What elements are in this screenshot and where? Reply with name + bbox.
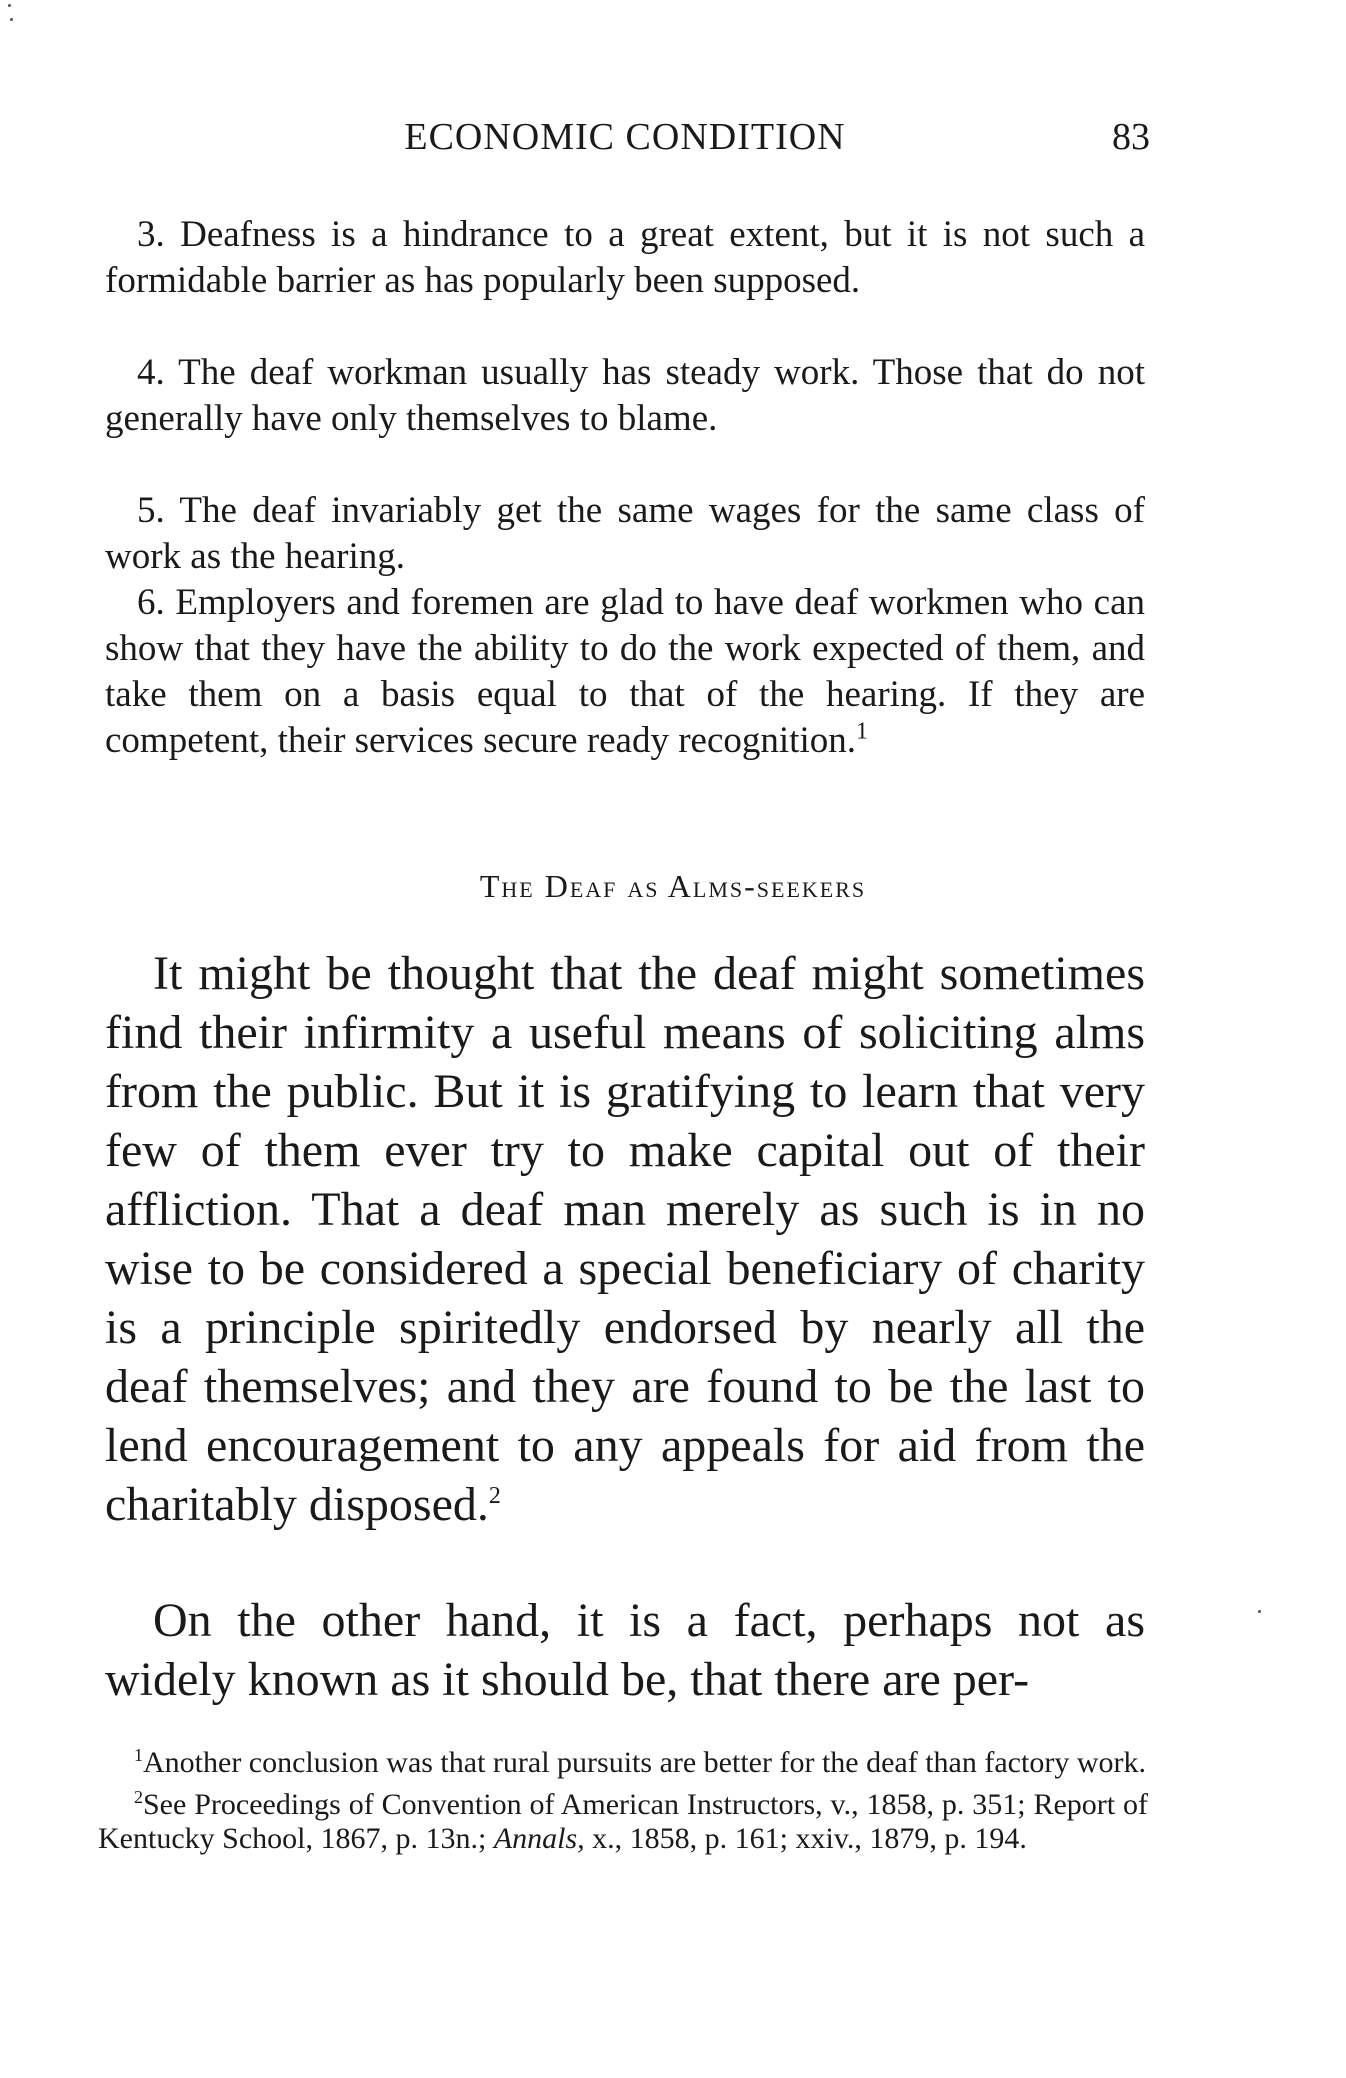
footnote-ref[interactable]: 1 <box>855 718 868 745</box>
item-text: Deafness is a hindrance to a great extent, but it is not such a formidable barrier as has popularly been supposed. <box>105 214 1146 301</box>
body-paragraph <box>105 1591 1145 1709</box>
item-text: The deaf workman usually has steady work. Those that do not generally have only themselves to blame. <box>105 352 1145 439</box>
conclusion-item <box>105 350 1145 442</box>
item-number: 6. <box>137 582 165 623</box>
footnote-text: See Proceedings of Convention of American Instructors, v., 1858, p. 351; Report of Kentucky School, 1867, p. 13n.; <box>98 1788 1148 1855</box>
scan-speck <box>10 18 13 21</box>
footnotes <box>98 1738 1148 1856</box>
item-number: 5. <box>137 490 165 531</box>
item-number: 4. <box>137 352 165 393</box>
conclusion-item <box>105 212 1145 304</box>
footnote-mark: 2 <box>134 1787 143 1807</box>
page-number: 83 <box>1112 116 1150 158</box>
footnote-ref[interactable]: 2 <box>488 1483 501 1509</box>
footnote <box>98 1780 1148 1856</box>
conclusion-item <box>105 580 1145 764</box>
body-paragraph <box>105 944 1145 1534</box>
section-heading: The Deaf as Alms-seekers <box>479 868 867 904</box>
paragraph-text: On the other hand, it is a fact, perhaps not as widely known as it should be, that there are per- <box>105 1594 1145 1706</box>
footnote <box>98 1738 1148 1780</box>
conclusion-item <box>105 488 1145 580</box>
paragraph-text: It might be thought that the deaf might sometimes find their infirmity a useful means of soliciting alms from the public. But it is gratifying to learn that very few of them ever try to make capital out of their affliction. That a deaf man merely as such is in no wise to be considered a special beneficiary of charity is a principle spiritedly endorsed by nearly all the deaf themselves; and they are found to be the last to lend encouragement to any appeals for aid from the charitably disposed. <box>105 947 1145 1531</box>
running-head <box>100 115 1150 165</box>
footnote-mark: 1 <box>134 1745 143 1765</box>
scan-speck <box>8 4 11 7</box>
footnote-text-continued: x., 1858, p. 161; xxiv., 1879, p. 194. <box>592 1822 1027 1855</box>
scan-speck <box>1258 1610 1261 1613</box>
item-text: The deaf invariably get the same wages for the same class of work as the hearing. <box>105 490 1145 577</box>
footnote-text: Another conclusion was that rural pursuits are better for the deaf than factory work. <box>143 1746 1146 1779</box>
journal-title: Annals, <box>493 1822 585 1855</box>
running-title: ECONOMIC CONDITION <box>404 116 846 158</box>
item-text: Employers and foremen are glad to have deaf workmen who can show that they have the ability to do the work expected of them, and take them on a basis equal to that of the hearing. If they are competent, their services secure ready recognition. <box>105 582 1146 761</box>
item-number: 3. <box>137 214 165 255</box>
